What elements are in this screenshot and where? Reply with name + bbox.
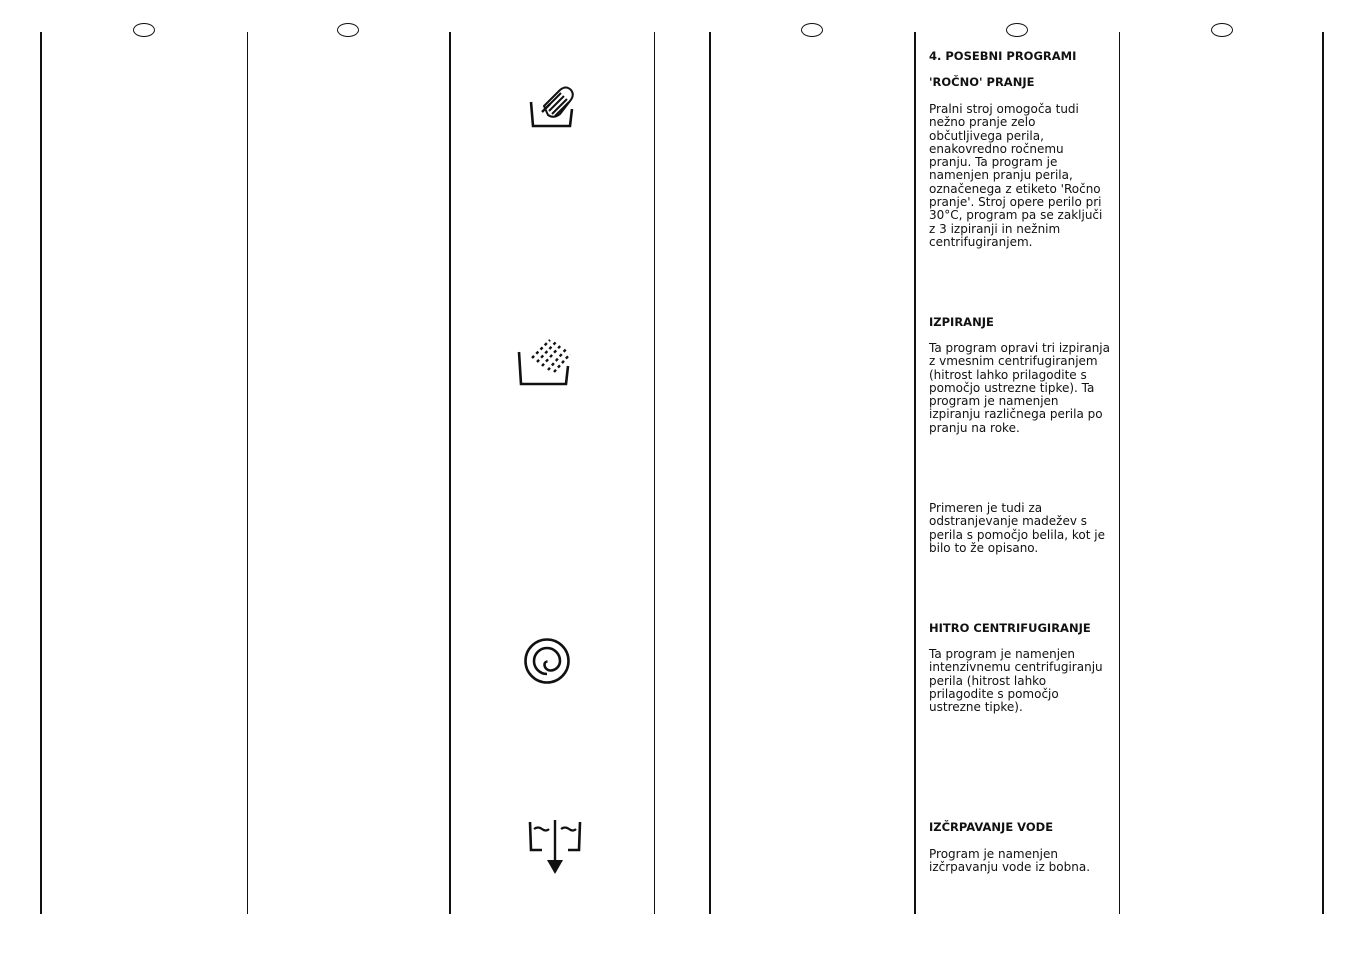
program-heading: 'ROČNO' PRANJE (929, 75, 1035, 89)
column-divider (1322, 32, 1324, 914)
program-description: Pralni stroj omogoča tudi nežno pranje zelo občutljivega perila, enakovredno ročnemu pranju. Ta program je namenjen pranju perila, označenega z etiketo 'Ročno pranje'. Stroj opere perilo pri 30°C, program pa se zaključi z 3 izpiranji in nežnim centrifugiranjem. (929, 102, 1103, 249)
language-marker (133, 23, 155, 37)
program-heading: HITRO CENTRIFUGIRANJE (929, 621, 1091, 635)
column-divider (709, 32, 711, 914)
language-marker (1211, 23, 1233, 37)
column-divider (914, 32, 916, 914)
column-divider (40, 32, 42, 914)
section-title: 4. POSEBNI PROGRAMI (929, 49, 1077, 63)
language-marker (337, 23, 359, 37)
language-marker (801, 23, 823, 37)
program-description: Primeren je tudi za odstranjevanje madežev s perila s pomočjo belila, kot je bilo to že opisano. (929, 501, 1105, 555)
spin-icon (522, 636, 572, 686)
language-marker (1006, 23, 1028, 37)
program-description: Ta program je namenjen intenzivnemu centrifugiranju perila (hitrost lahko prilagodite s pomočjo ustrezne tipke). (929, 647, 1103, 715)
column-divider (449, 32, 451, 914)
column-divider (1119, 32, 1120, 914)
drain-icon (526, 818, 584, 878)
rinse-icon (514, 332, 576, 388)
program-description: Program je namenjen izčrpavanju vode iz bobna. (929, 847, 1091, 875)
hand-wash-icon (526, 84, 578, 130)
program-description: Ta program opravi tri izpiranja z vmesnim centrifugiranjem (hitrost lahko prilagodite s pomočjo ustrezne tipke). Ta program je namenjen izpiranju različnega perila po pranju na roke. (929, 341, 1110, 435)
program-heading: IZPIRANJE (929, 315, 994, 329)
column-divider (247, 32, 248, 914)
program-heading: IZČRPAVANJE VODE (929, 820, 1054, 834)
column-divider (654, 32, 655, 914)
